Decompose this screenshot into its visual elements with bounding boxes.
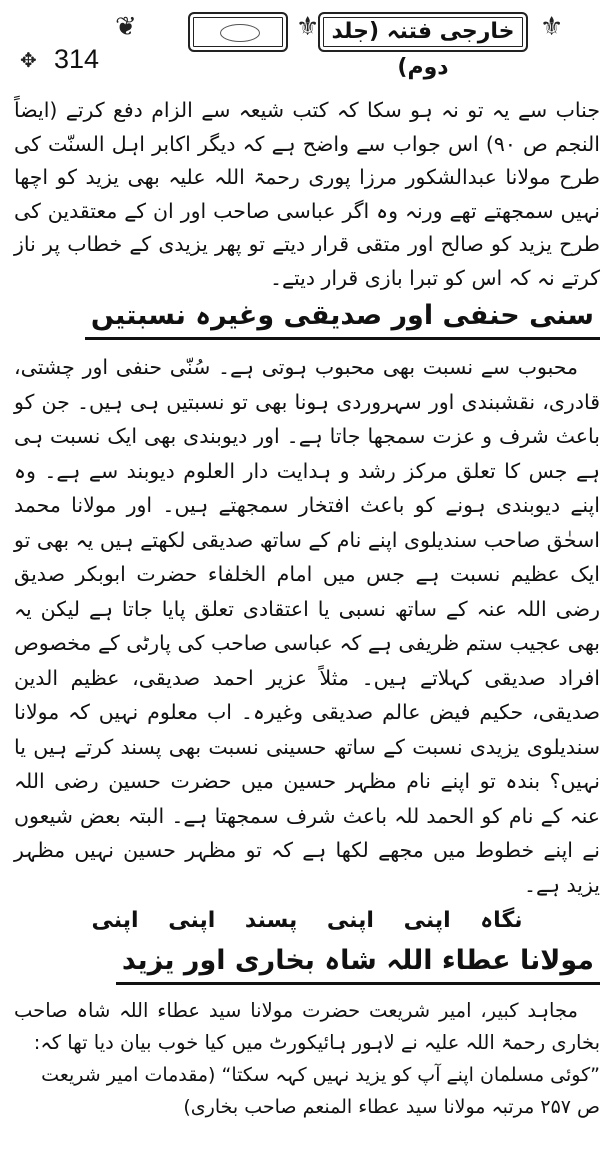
section-heading: سنی حنفی اور صدیقی وغیرہ نسبتیں (85, 297, 600, 340)
floral-ornament-icon: ✥ (20, 48, 37, 72)
book-title: خارجی فتنہ (جلد دوم) (318, 12, 528, 52)
decorative-frame (188, 12, 288, 52)
poetry-line: نگاہ اپنی اپنی پسند اپنی اپنی (91, 908, 523, 933)
ornament-oval (220, 24, 260, 42)
paragraph: مجاہد کبیر، امیر شریعت حضرت مولانا سید عطاء اللہ شاہ صاحب بخاری رحمۃ اللہ علیہ نے لاہور ہائیکورٹ میں کیا خوب بیان دیا تھا کہ: (14, 999, 600, 1054)
section-heading-wrap (14, 297, 600, 340)
section-heading: مولانا عطاء اللہ شاہ بخاری اور یزید (116, 942, 600, 985)
page-content (14, 92, 600, 1123)
section-heading-wrap (14, 942, 600, 985)
paragraph: جناب سے یہ تو نہ ہو سکا کہ کتب شیعہ سے الزام دفع کرتے (ایضاً النجم ص ۹۰) اس جواب سے واضح ہے کہ دیگر اکابر اہل السنّت کی طرح مولانا عبدالشکور مرزا پوری رحمۃ اللہ علیہ بھی یزید کو اچھا نہیں سمجھتے تھے ورنہ وہ اگر عباسی صاحب اور ان کے معتقدین کی طرح یزید کو صالح اور متقی قرار دیتے تو پھر یزیدی کے خطاب پر ناز کرتے نہ کہ اس کو تبرا بازی قرار دیتے۔ (14, 98, 600, 290)
quotation-reference: ص ۲۵۷ مرتبہ مولانا سید عطاء المنعم صاحب بخاری) (183, 1096, 600, 1118)
floral-ornament-icon: ❦ (115, 12, 137, 42)
floral-ornament-icon: ⚜ (296, 12, 320, 42)
page-header (0, 0, 614, 92)
page-number: 314 (54, 44, 100, 74)
floral-ornament-icon: ⚜ (540, 12, 564, 42)
paragraph: محبوب سے نسبت بھی محبوب ہوتی ہے۔ سُنّی حنفی اور چشتی، قادری، نقشبندی اور سہروردی ہونا بھی تو نسبتیں ہی ہیں۔ جن کو باعث شرف و عزت سمجھا جاتا ہے۔ اور دیوبندی بھی ایک نسبت ہی ہے جس کا تعلق مرکز رشد و ہدایت دار العلوم دیوبند سے ہے۔ وہ اپنے دیوبندی ہونے کو باعث افتخار سمجھتے ہیں۔ اور مولانا محمد اسحٰق صاحب سندیلوی اپنے نام کے ساتھ صدیقی لکھتے ہیں یہ بھی تو ایک عظیم نسبت ہے جس میں امام الخلفاء حضرت ابوبکر صدیق رضی اللہ عنہ کے ساتھ نسبی یا اعتقادی تعلق پایا جاتا ہے لیکن یہ بھی عجیب ستم ظریفی ہے کہ عباسی صاحب کی پارٹی کے مخصوص افراد صدیقی کہلاتے ہیں۔ مثلاً عزیر احمد صدیقی، عظیم الدین صدیقی، حکیم فیض عالم صدیقی وغیرہ۔ اب معلوم نہیں کہ مولانا سندیلوی یزیدی نسبت کے ساتھ حسینی نسبت بھی پسند کرتے ہیں یا نہیں؟ بندہ تو اپنے نام مظہر حسین میں حضرت حسین رضی اللہ عنہ کے نام کو الحمد للہ باعث شرف سمجھتا ہے۔ البتہ بعض شیعوں نے اپنے خطوط میں مجھے لکھا ہے کہ تو مظہر حسین نہیں مظہر یزید ہے۔ (14, 355, 600, 897)
quotation: ”کوئی مسلمان اپنے آپ کو یزید نہیں کہہ سکتا“ (مقدمات امیر شریعت (41, 1064, 600, 1086)
